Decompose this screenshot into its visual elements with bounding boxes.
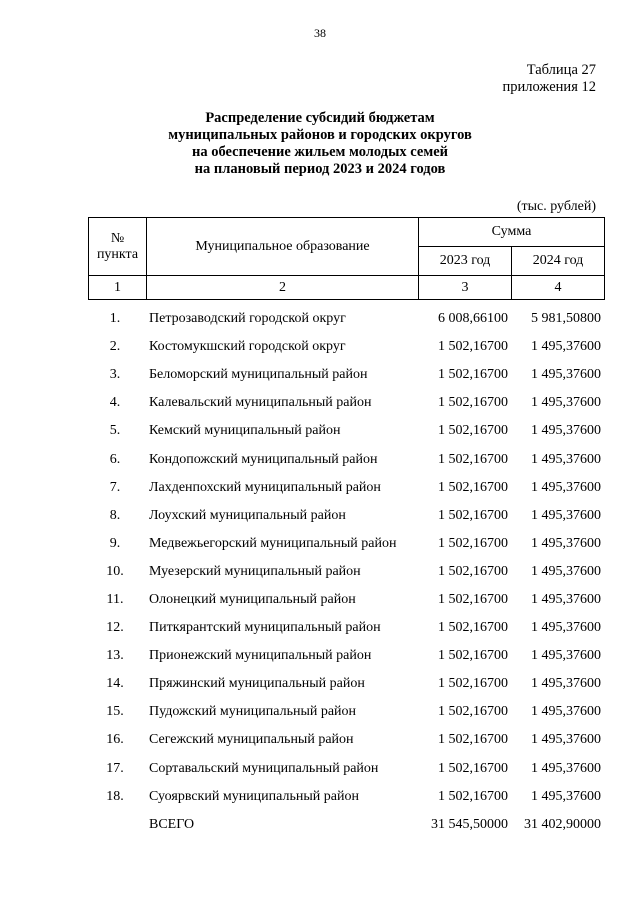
municipality-name: Кондопожский муниципальный район xyxy=(149,451,378,467)
title-line3: на обеспечение жильем молодых семей xyxy=(192,144,448,160)
amount-2023: 1 502,16700 xyxy=(438,788,508,804)
amount-2024: 1 495,37600 xyxy=(531,760,601,776)
row-number: 17. xyxy=(106,760,124,776)
amount-2024: 1 495,37600 xyxy=(531,395,601,411)
municipality-name: Медвежьегорский муниципальный район xyxy=(149,535,397,551)
total-2023: 31 545,50000 xyxy=(431,816,508,832)
row-number: 14. xyxy=(106,676,124,692)
amount-2023: 1 502,16700 xyxy=(438,479,508,495)
row-number: 1. xyxy=(109,311,121,327)
table-ref-line2: приложения 12 xyxy=(502,79,596,95)
amount-2023: 1 502,16700 xyxy=(438,507,508,523)
row-number: 13. xyxy=(106,648,124,664)
table-row xyxy=(88,586,604,614)
amount-2023: 1 502,16700 xyxy=(438,732,508,748)
row-number: 10. xyxy=(106,563,124,579)
municipality-name: Питкярантский муниципальный район xyxy=(149,620,381,636)
amount-2024: 1 495,37600 xyxy=(531,704,601,720)
table-row xyxy=(88,698,604,726)
municipality-name: Прионежский муниципальный район xyxy=(149,648,372,664)
row-number: 2. xyxy=(109,339,121,355)
document-title xyxy=(0,110,640,178)
row-number: 4. xyxy=(109,395,121,411)
table-row xyxy=(88,783,604,811)
row-number: 6. xyxy=(109,451,121,467)
amount-2024: 1 495,37600 xyxy=(531,676,601,692)
amount-2024: 1 495,37600 xyxy=(531,367,601,383)
amount-2023: 1 502,16700 xyxy=(438,591,508,607)
table-row xyxy=(88,417,604,445)
table-row xyxy=(88,558,604,586)
amount-2024: 1 495,37600 xyxy=(531,563,601,579)
amount-2024: 1 495,37600 xyxy=(531,620,601,636)
total-row xyxy=(88,811,604,839)
row-number: 15. xyxy=(106,704,124,720)
amount-2023: 6 008,66100 xyxy=(438,311,508,327)
municipality-name: Костомукшский городской округ xyxy=(149,339,346,355)
amount-2023: 1 502,16700 xyxy=(438,563,508,579)
title-line2: муниципальных районов и городских округов xyxy=(168,127,472,143)
unit-note: (тыс. рублей) xyxy=(516,199,596,214)
header-col-2: 2 xyxy=(147,276,419,300)
municipality-name: Муезерский муниципальный район xyxy=(149,563,361,579)
row-number: 16. xyxy=(106,732,124,748)
table-row xyxy=(88,474,604,502)
municipality-name: Сегежский муниципальный район xyxy=(149,732,354,748)
page-number: 38 xyxy=(314,26,326,40)
header-municipality: Муниципальное образование xyxy=(147,218,419,276)
data-table xyxy=(88,305,604,839)
amount-2024: 1 495,37600 xyxy=(531,423,601,439)
table-row xyxy=(88,530,604,558)
amount-2023: 1 502,16700 xyxy=(438,648,508,664)
amount-2024: 1 495,37600 xyxy=(531,732,601,748)
amount-2023: 1 502,16700 xyxy=(438,339,508,355)
amount-2024: 1 495,37600 xyxy=(531,648,601,664)
row-number: 9. xyxy=(109,535,121,551)
table-ref-line1: Таблица 27 xyxy=(526,62,596,78)
table-row xyxy=(88,445,604,473)
amount-2023: 1 502,16700 xyxy=(438,676,508,692)
amount-2023: 1 502,16700 xyxy=(438,367,508,383)
header-num: № пункта xyxy=(89,218,147,276)
table-row xyxy=(88,305,604,333)
header-col-4: 4 xyxy=(512,276,605,300)
table-header xyxy=(88,217,605,300)
header-col-1: 1 xyxy=(89,276,147,300)
amount-2024: 1 495,37600 xyxy=(531,339,601,355)
row-number: 11. xyxy=(106,591,124,607)
header-col-3: 3 xyxy=(419,276,512,300)
table-row xyxy=(88,726,604,754)
amount-2023: 1 502,16700 xyxy=(438,704,508,720)
municipality-name: Пряжинский муниципальный район xyxy=(149,676,365,692)
table-row xyxy=(88,614,604,642)
amount-2024: 1 495,37600 xyxy=(531,535,601,551)
amount-2023: 1 502,16700 xyxy=(438,760,508,776)
amount-2024: 1 495,37600 xyxy=(531,479,601,495)
municipality-name: Пудожский муниципальный район xyxy=(149,704,357,720)
table-row xyxy=(88,389,604,417)
municipality-name: Петрозаводский городской округ xyxy=(149,311,346,327)
table-row xyxy=(88,755,604,783)
municipality-name: Сортавальский муниципальный район xyxy=(149,760,379,776)
row-number: 12. xyxy=(106,620,124,636)
municipality-name: Лоухский муниципальный район xyxy=(149,507,346,523)
amount-2024: 1 495,37600 xyxy=(531,451,601,467)
municipality-name: Беломорский муниципальный район xyxy=(149,367,368,383)
municipality-name: Олонецкий муниципальный район xyxy=(149,591,356,607)
header-sum: Сумма xyxy=(419,218,605,247)
total-blank xyxy=(88,811,146,839)
row-number: 18. xyxy=(106,788,124,804)
total-2024: 31 402,90000 xyxy=(524,816,601,832)
row-number: 5. xyxy=(109,423,121,439)
header-2023: 2023 год xyxy=(419,247,512,276)
table-row xyxy=(88,361,604,389)
table-row xyxy=(88,333,604,361)
amount-2023: 1 502,16700 xyxy=(438,535,508,551)
header-2024: 2024 год xyxy=(512,247,605,276)
amount-2024: 1 495,37600 xyxy=(531,507,601,523)
row-number: 3. xyxy=(109,367,121,383)
amount-2024: 1 495,37600 xyxy=(531,591,601,607)
municipality-name: Лахденпохский муниципальный район xyxy=(149,479,381,495)
title-line1: Распределение субсидий бюджетам xyxy=(205,110,435,126)
municipality-name: Калевальский муниципальный район xyxy=(149,395,372,411)
municipality-name: Суоярвский муниципальный район xyxy=(149,788,359,804)
row-number: 8. xyxy=(109,507,121,523)
amount-2023: 1 502,16700 xyxy=(438,620,508,636)
amount-2023: 1 502,16700 xyxy=(438,423,508,439)
amount-2024: 5 981,50800 xyxy=(531,311,601,327)
table-row xyxy=(88,642,604,670)
title-line4: на плановый период 2023 и 2024 годов xyxy=(194,161,446,177)
row-number: 7. xyxy=(109,479,121,495)
table-row xyxy=(88,670,604,698)
table-row xyxy=(88,502,604,530)
amount-2024: 1 495,37600 xyxy=(531,788,601,804)
table-reference xyxy=(503,62,596,96)
amount-2023: 1 502,16700 xyxy=(438,395,508,411)
amount-2023: 1 502,16700 xyxy=(438,451,508,467)
total-label: ВСЕГО xyxy=(149,816,195,832)
municipality-name: Кемский муниципальный район xyxy=(149,423,341,439)
